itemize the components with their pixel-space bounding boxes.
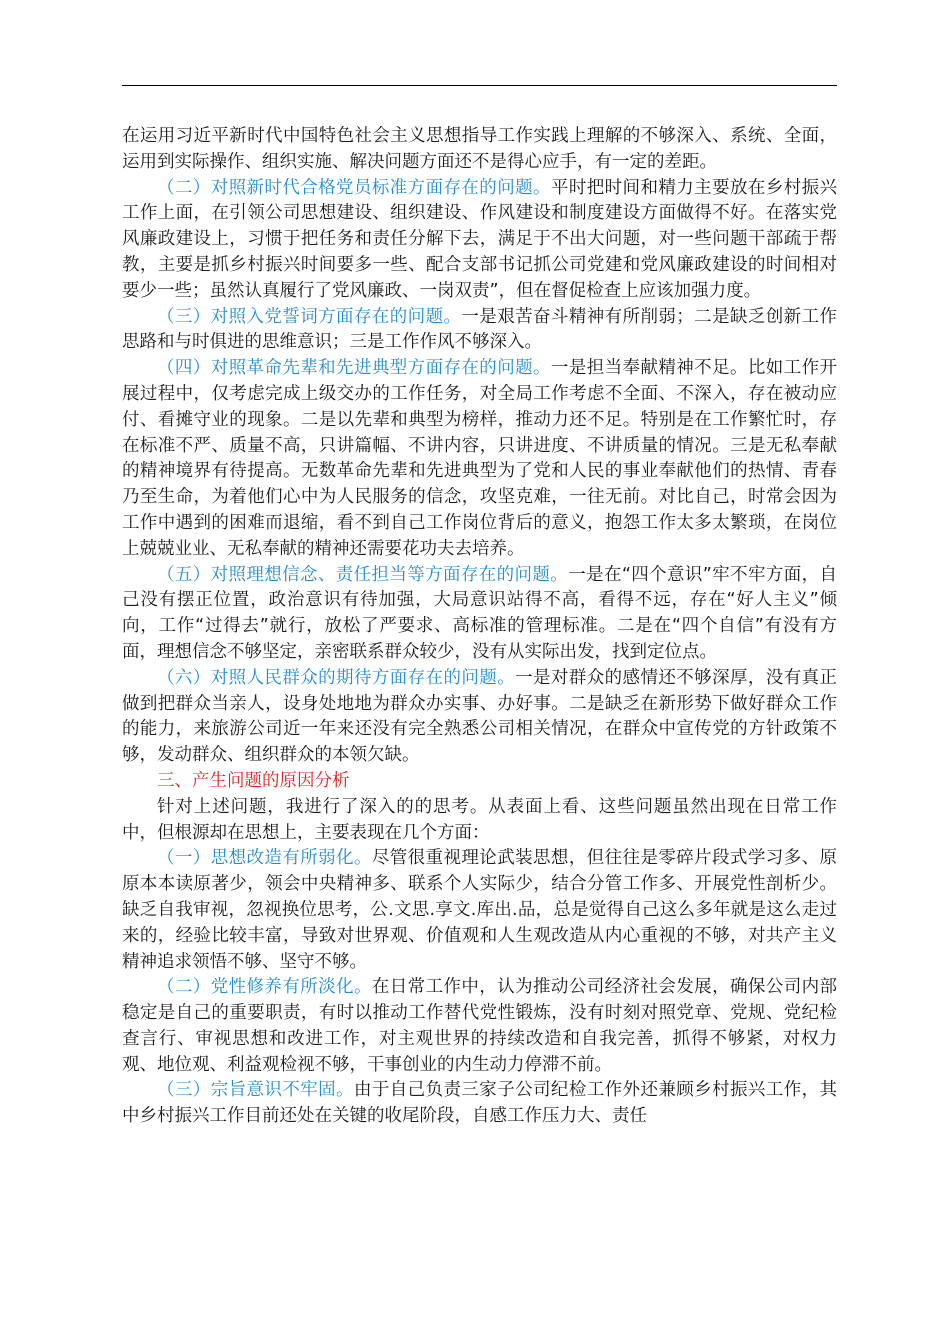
paragraph-text: 在运用习近平新时代中国特色社会主义思想指导工作实践上理解的不够深入、系统、全面，运用到实际操作、组织实施、解决问题方面还不是得心应手，有一定的差距。 (122, 126, 837, 172)
paragraph-text: 一是担当奉献精神不足。比如工作开展过程中，仅考虑完成上级交办的工作任务，对全局工作考虑不全面、不深入，存在被动应付、看摊守业的现象。二是以先辈和典型为榜样，推动力还不足。特别是在工作繁忙时，存在标准不严、质量不高，只讲篇幅、不讲内容，只讲进度、不讲质量的情况。三是无私奉献的精神境界有待提高。无数革命先辈和先进典型为了党和人民的事业奉献他们的热情、青春乃至生命，为着他们心中为人民服务的信念，攻坚克难，一往无前。对比自己，时常会因为工作中遇到的困难而退缩，看不到自己工作岗位背后的意义，抱怨工作太多太繁琐，在岗位上兢兢业业、无私奉献的精神还需要花功夫去培养。 (122, 358, 838, 559)
paragraph-text: 尽管很重视理论武装思想，但往往是零碎片段式学习多、原原本本读原著少，领会中央精神多、联系个人实际少，结合分管工作多、开展党性剖析少。缺乏自我审视，忽视换位思考，公.文思.享文.库出.品，总是觉得自己这么多年就是这么走过来的，经验比较丰富，导致对世界观、价值观和人生观改造从内心重视的不够，对共产主义精神追求领悟不够、坚守不够。 (122, 848, 838, 972)
paragraph-text: 平时把时间和精力主要放在乡村振兴工作上面，在引领公司思想建设、组织建设、作风建设和制度建设方面做得不好。在落实党风廉政建设上，习惯于把任务和责任分解下去，满足于不出大问题，对一些问题干部疏于帮教，主要是抓乡村振兴时间要多一些、配合支部书记抓公司党建和党风廉政建设的时间相对要少一些；虽然认真履行了党风廉政、一岗双责”，但在督促检查上应该加强力度。 (122, 177, 838, 301)
header-rule (122, 85, 837, 86)
paragraph-heading: （一）思想改造有所弱化。 (157, 848, 372, 869)
paragraph-oath (122, 305, 837, 357)
paragraph-text: 一是在“四个意识”牢不牢方面，自己没有摆正位置，政治意识有待加强，大局意识站得不高，看得不远，存在“好人主义”倾向，工作“过得去”就行，放松了严要求、高标准的管理标准。二是在“四个自信”有没有方面，理想信念不够坚定，亲密联系群众较少，没有从实际出发，找到定位点。 (122, 564, 838, 662)
paragraph-heading: （五）对照理想信念、责任担当等方面存在的问题。 (157, 564, 569, 585)
paragraph-heading: （六）对照人民群众的期待方面存在的问题。 (157, 667, 516, 688)
paragraph-heading: （二）党性修养有所淡化。 (157, 977, 372, 998)
paragraph-text: 一是对群众的感情还不够深厚，没有真正做到把群众当亲人，设身处地地为群众办实事、办好事。二是缺乏在新形势下做好群众工作的能力，来旅游公司近一年来还没有完全熟悉公司相关情况，在群众中宣传党的方针政策不够，发动群众、组织群众的本领欠缺。 (122, 667, 838, 766)
paragraph-text: 在日常工作中，认为推动公司经济社会发展，确保公司内部稳定是自己的重要职责，有时以推动工作替代党性锻炼，没有时刻对照党章、党规、党纪检查言行、审视思想和改进工作，对主观世界的持续改造和自我完善，抓得不够紧，对权力观、地位观、利益观检视不够，干事创业的内生动力停滞不前。 (122, 977, 838, 1075)
paragraph-heading: （四）对照革命先辈和先进典型方面存在的问题。 (157, 358, 551, 379)
paragraph-intro (122, 795, 837, 847)
paragraph-people-expectations (122, 666, 837, 769)
paragraph-heading: （二）对照新时代合格党员标准方面存在的问题。 (157, 177, 551, 198)
paragraph-party-spirit (122, 975, 837, 1078)
paragraph-revolutionary-models (122, 356, 837, 562)
paragraph-heading: （三）宗旨意识不牢固。 (157, 1080, 354, 1101)
paragraph-ideals-beliefs (122, 563, 837, 666)
paragraph-purpose-awareness (122, 1078, 837, 1130)
section-title: 三、产生问题的原因分析 (157, 770, 350, 791)
paragraph-ideology-reform (122, 846, 837, 975)
paragraph-text: 一是艰苦奋斗精神有所削弱；二是缺乏创新工作思路和与时俱进的思维意识；三是工作作风不够深入。 (122, 306, 837, 353)
paragraph-text: 由于自己负责三家子公司纪检工作外还兼顾乡村振兴工作，其中乡村振兴工作目前还处在关键的收尾阶段，自感工作压力大、责任 (122, 1080, 838, 1127)
paragraph-continuation (122, 124, 837, 176)
document-body (122, 124, 837, 1130)
paragraph-text: 针对上述问题，我进行了深入的的思考。从表面上看、这些问题虽然出现在日常工作中，但根源却在思想上，主要表现在几个方面： (122, 796, 837, 843)
paragraph-heading: （三）对照入党誓词方面存在的问题。 (157, 306, 462, 327)
section-heading (122, 769, 837, 795)
paragraph-party-member-standard (122, 176, 837, 305)
